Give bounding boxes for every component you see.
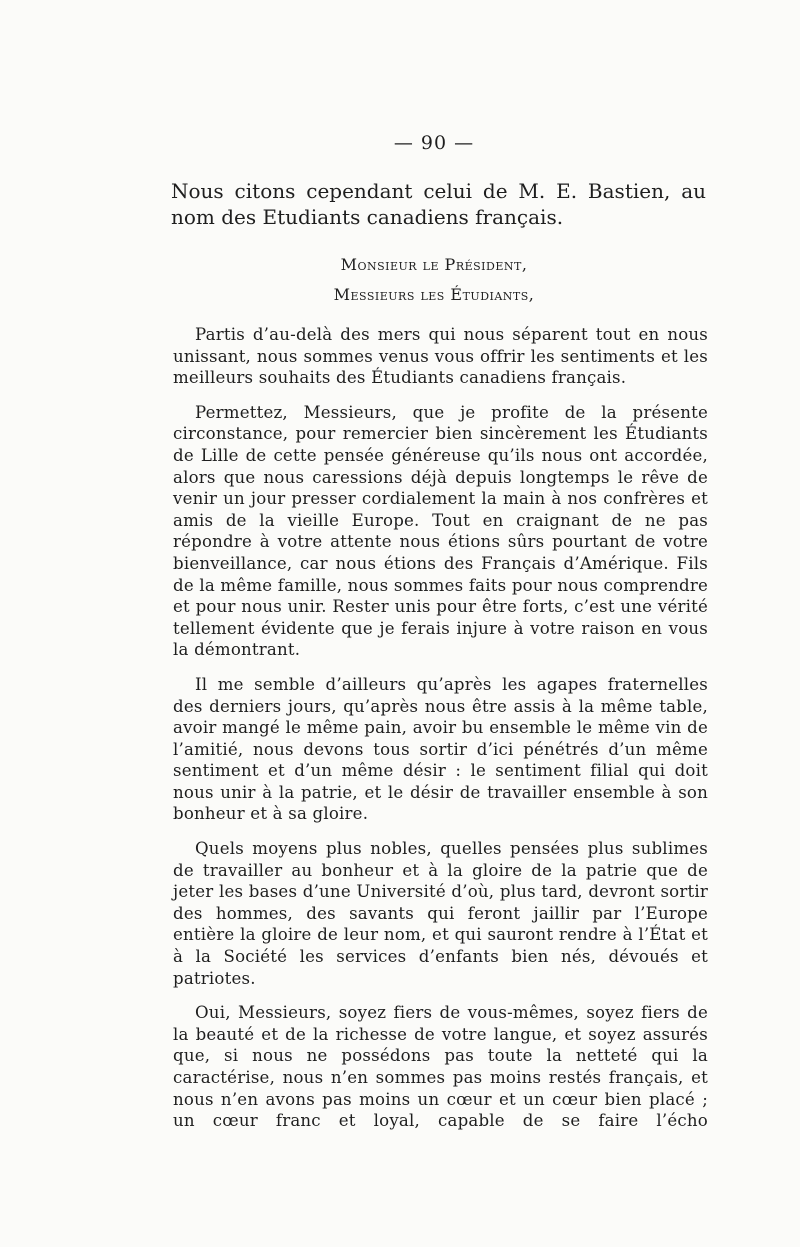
speech-paragraph: Oui, Messieurs, soyez fiers de vous-mêmes, soyez fiers de la beauté et de la richesse de votre langue, et soyez assurés que, si nous ne possédons pas toute la netteté qui la caractérise, nous n’en sommes pas moins restés français, et nous n’en avons pas moins un cœur et un cœur bien placé ; un cœur franc et loyal, capable de se faire l’écho bbox=[173, 1003, 708, 1131]
address-line-president: Monsieur le Président, bbox=[340, 255, 528, 274]
speech-paragraph: Permettez, Messieurs, que je profite de la présente circonstance, pour remercier bien sincèrement les Étudiants de Lille de cette pensée généreuse qu’ils nous ont accordée, alors que nous caressions déjà depuis longtemps le rêve de venir un jour presser cordialement la main à nos confrères et amis de la vieille Europe. Tout en craignant de ne pas répondre à votre attente nous étions sûrs pourtant de votre bienveillance, car nous étions des Français d’Amérique. Fils de la même famille, nous sommes faits pour nous comprendre et pour nous unir. Rester unis pour être forts, c’est une vérité tellement évidente que je ferais injure à votre raison en vous la démontrant. bbox=[173, 402, 708, 660]
page-number: — 90 — bbox=[393, 132, 475, 154]
speech-paragraph: Il me semble d’ailleurs qu’après les agapes fraternelles des derniers jours, qu’après nous être assis à la même table, avoir mangé le même pain, avoir bu ensemble le même vin de l’amitié, nous devons tous sortir d’ici pénétrés d’un même sentiment et d’un même désir : le sentiment filial qui doit nous unir à la patrie, et le désir de travailler ensemble à son bonheur et à sa gloire. bbox=[173, 674, 708, 824]
intro-paragraph: Nous citons cependant celui de M. E. Bastien, au nom des Etudiants canadiens français. bbox=[171, 179, 706, 229]
speech-body bbox=[173, 324, 708, 1132]
speech-paragraph: Partis d’au-delà des mers qui nous séparent tout en nous unissant, nous sommes venus vous offrir les sentiments et les meilleurs souhaits des Étudiants canadiens français. bbox=[173, 325, 708, 388]
speech-paragraph: Quels moyens plus nobles, quelles pensées plus sublimes de travailler au bonheur et à la gloire de la patrie que de jeter les bases d’une Université d’où, plus tard, devront sortir des hommes, des savants qui feront jaillir par l’Europe entière la gloire de leur nom, et qui sauront rendre à l’État et à la Société les services d’enfants bien nés, dévoués et patriotes. bbox=[173, 839, 708, 988]
address-line-students: Messieurs les Étudiants, bbox=[333, 285, 535, 304]
